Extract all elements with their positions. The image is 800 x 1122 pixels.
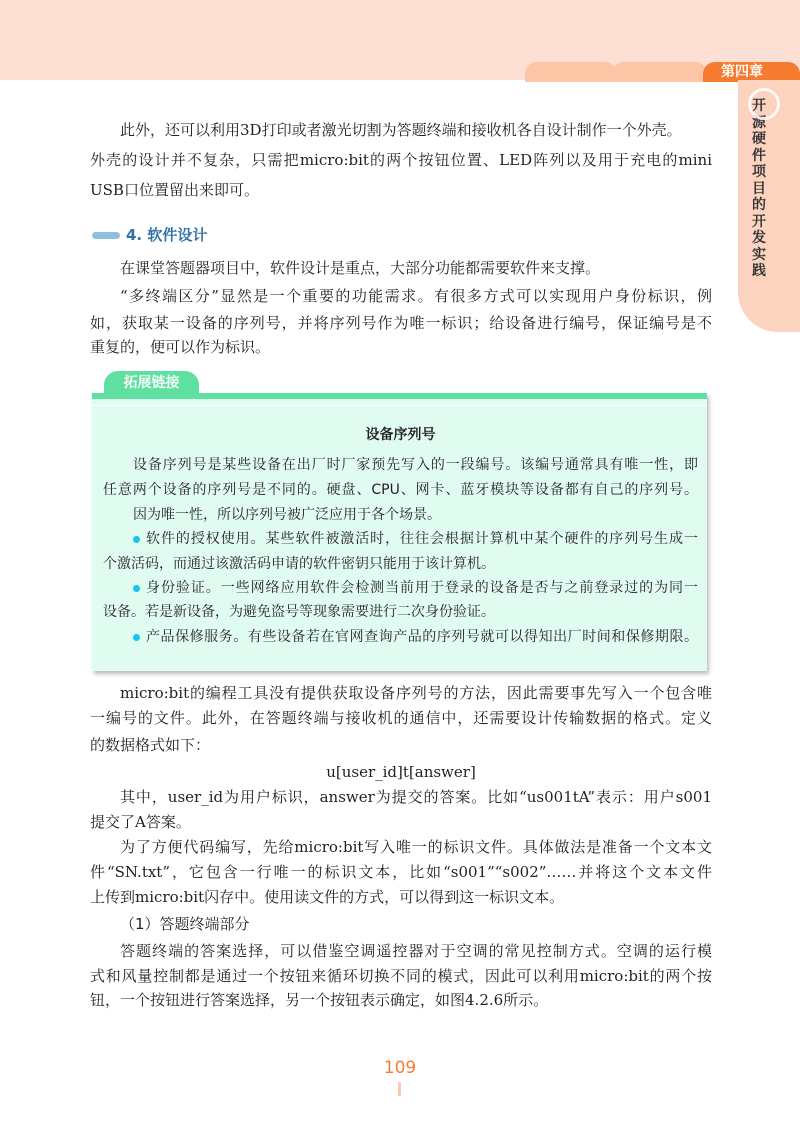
text-line: 提交了A答案。 (90, 813, 191, 831)
box-tab-label: 拓展链接 (104, 371, 199, 395)
bullet-icon (133, 536, 140, 543)
page-number: 109 (383, 1058, 417, 1078)
text-line: 其中，user_id为用户标识，answer为提交的答案。比如“us001tA”表示：用户s001 (120, 788, 712, 806)
page-tick (398, 1082, 401, 1096)
text-line: 一编号的文件。此外，在答题终端与接收机的通信中，还需要设计传输数据的格式。定义 (90, 709, 712, 727)
text-line: 的数据格式如下： (90, 736, 211, 754)
text-line: 此外，还可以利用3D打印或者激光切割为答题终端和接收机各自设计制作一个外壳。 (120, 121, 682, 139)
section-heading: 4. 软件设计 (92, 224, 207, 245)
data-format: u[user_id]t[answer] (326, 763, 476, 781)
heading-bar-icon (92, 232, 120, 239)
text-line: 外壳的设计并不复杂，只需把micro:bit的两个按钮位置、LED阵列以及用于充电的mini (90, 151, 712, 169)
subheading: （1）答题终端部分 (120, 915, 250, 933)
box-title: 设备序列号 (365, 427, 436, 443)
text-line: 式和风量控制都是通过一个按钮来循环切换不同的模式，因此可以利用micro:bit的两个按 (90, 967, 712, 985)
chapter-tab-decor (525, 62, 617, 82)
text-line: “多终端区分”显然是一个重要的功能需求。有很多方式可以实现用户身份标识，例 (120, 287, 712, 305)
side-title: 开源硬件项目的开发实践 (752, 98, 766, 279)
text-line: 重复的，便可以作为标识。 (90, 338, 271, 356)
text-line: USB口位置留出来即可。 (90, 181, 259, 199)
chapter-tab-decor (612, 62, 707, 82)
text-line: 设备。若是新设备，为避免盗号等现象需要进行二次身份验证。 (103, 604, 495, 620)
text-line: 件“SN.txt”，它包含一行唯一的标识文本，比如“s001”“s002”……并将这个文本文件 (90, 863, 712, 881)
text-line: 任意两个设备的序列号是不同的。硬盘、CPU、网卡、蓝牙模块等设备都有自己的序列号。 (103, 482, 698, 498)
text-line: 如，获取某一设备的序列号，并将序列号作为唯一标识；给设备进行编号，保证编号是不 (90, 314, 712, 332)
text-line: micro:bit的编程工具没有提供获取设备序列号的方法，因此需要事先写入一个包含唯 (120, 684, 712, 702)
text-line: 个激活码，而通过该激活码申请的软件密钥只能用于该计算机。 (103, 556, 495, 572)
text-line: 在课堂答题器项目中，软件设计是重点，大部分功能都需要软件来支撑。 (120, 259, 601, 277)
text-line: 上传到micro:bit闪存中。使用读文件的方式，可以得到这一标识文本。 (90, 888, 565, 906)
text-line: 产品保修服务。有些设备若在官网查询产品的序列号就可以得知出厂时间和保修期限。 (103, 627, 698, 647)
cursor-icon (748, 88, 780, 120)
text-line: 软件的授权使用。某些软件被激活时，往往会根据计算机中某个硬件的序列号生成一 (103, 529, 698, 549)
text-line: 为了方便代码编写，先给micro:bit写入唯一的标识文件。具体做法是准备一个文本文 (120, 838, 712, 856)
text-line: 设备序列号是某些设备在出厂时厂家预先写入的一段编号。该编号通常具有唯一性，即 (133, 457, 698, 473)
chapter-tab: 第四章 (703, 62, 800, 82)
text-line: 身份验证。一些网络应用软件会检测当前用于登录的设备是否与之前登录过的为同一 (103, 578, 698, 598)
text-line: 因为唯一性，所以序列号被广泛应用于各个场景。 (133, 507, 441, 523)
bullet-icon (133, 585, 140, 592)
divider (92, 405, 707, 406)
bullet-icon (133, 634, 140, 641)
text-line: 答题终端的答案选择，可以借鉴空调遥控器对于空调的常见控制方式。空调的运行模 (120, 942, 712, 960)
text-line: 钮，一个按钮进行答案选择，另一个按钮表示确定，如图4.2.6所示。 (90, 991, 549, 1009)
